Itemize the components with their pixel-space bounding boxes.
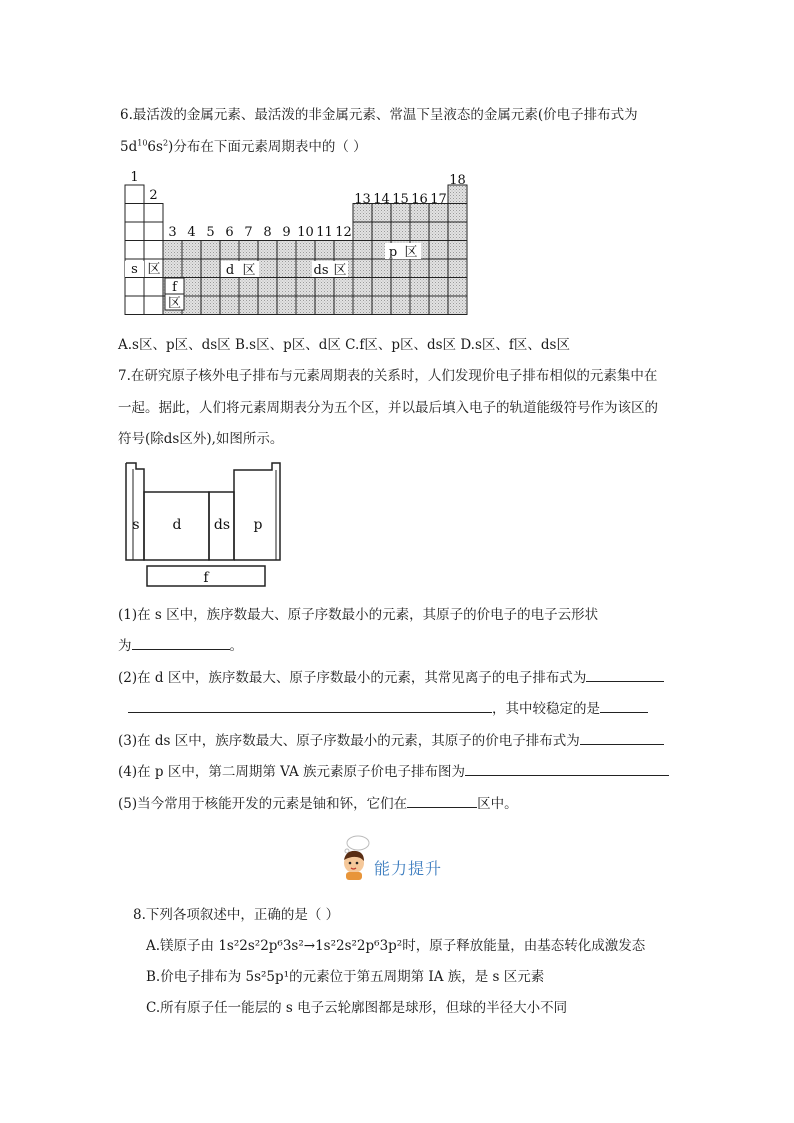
- p-block-label: p: [388, 245, 398, 260]
- f-block-qu: 区: [167, 296, 182, 311]
- answer-blank-2c[interactable]: [600, 698, 648, 713]
- answer-blank-2a[interactable]: [586, 667, 664, 682]
- q6-stem-line1: 6.最活泼的金属元素、最活泼的非金属元素、常温下呈液态的金属元素(价电子排布式为: [120, 107, 638, 123]
- p-region-outline: [234, 463, 280, 560]
- group-number-12: 12: [335, 225, 352, 240]
- group-number-9: 9: [282, 225, 291, 240]
- d-block-label: d: [225, 263, 235, 278]
- s-block-label: s: [131, 262, 138, 277]
- group-number-3: 3: [168, 225, 177, 240]
- p-block-qu: 区: [404, 245, 418, 260]
- q6-line2-pre: 5d: [120, 139, 138, 155]
- group-number-10: 10: [297, 225, 314, 240]
- answer-blank-5[interactable]: [407, 793, 477, 808]
- q8-option-a: A.镁原子由 1s²2s²2p⁶3s²→1s²2s²2p⁶3p²时，原子释放能量，由基态转化成激发态: [146, 938, 646, 954]
- q8-option-b: B.价电子排布为 5s²5p¹的元素位于第五周期第 IA 族，是 s 区元素: [146, 969, 545, 985]
- q7-sub3-line: [118, 729, 664, 749]
- fig2-f-label: f: [203, 570, 209, 586]
- group-number-11: 11: [316, 225, 333, 240]
- q7-sub2-text: (2)在 d 区中，族序数最大、原子序数最小的元素，其常见离子的电子排布式为: [118, 670, 587, 686]
- fig2-ds-label: ds: [213, 517, 231, 533]
- q7-sub1-line1: (1)在 s 区中，族序数最大、原子序数最小的元素，其原子的价电子的电子云形状: [118, 607, 599, 623]
- q7-sub4-line: [118, 760, 669, 780]
- answer-blank-1[interactable]: [132, 635, 230, 650]
- f-block-label: f: [172, 280, 177, 295]
- q6-line2-sup1: 10: [137, 138, 148, 148]
- q8-stem: 8.下列各项叙述中，正确的是（ ）: [133, 907, 340, 923]
- q7-sub4-text: (4)在 p 区中，第二周期第 VA 族元素原子价电子排布图为: [118, 764, 466, 780]
- group-number-15: 15: [392, 192, 409, 207]
- section-title: 能力提升: [374, 859, 443, 878]
- s-region-outline: [126, 463, 144, 560]
- group-number-6: 6: [225, 225, 234, 240]
- fig2-d-label: d: [172, 517, 182, 533]
- q7-sub2-line2: [128, 697, 648, 717]
- s-block-qu: 区: [147, 262, 161, 277]
- q7-sub2-stable: ，其中较稳定的是: [492, 701, 600, 717]
- q7-sub5-line: [118, 792, 518, 812]
- answer-blank-3[interactable]: [580, 730, 664, 745]
- ds-block-qu: 区: [333, 263, 347, 278]
- q6-line2-mid: 6s: [147, 139, 163, 155]
- q7-sub2-line1: [118, 666, 664, 686]
- q6-options: A.s区、p区、ds区 B.s区、p区、d区 C.f区、p区、ds区 D.s区、f区、ds区: [118, 337, 570, 353]
- q6-line2-sup2: 2: [162, 138, 169, 148]
- ds-block-label: ds: [313, 263, 329, 278]
- q7-sub5-text: (5)当今常用于核能开发的元素是铀和钚，它们在: [118, 796, 408, 812]
- q7-sub3-text: (3)在 ds 区中，族序数最大、原子序数最小的元素，其原子的价电子排布式为: [118, 733, 580, 749]
- group-number-17: 17: [430, 192, 447, 207]
- q7-stem-line2: 一起。据此，人们将元素周期表分为五个区，并以最后填入电子的轨道能级符号作为该区的: [118, 400, 658, 416]
- group-number-4: 4: [187, 225, 196, 240]
- group-number-1: 1: [130, 170, 139, 185]
- group-number-18: 18: [449, 173, 466, 188]
- fig2-p-label: p: [253, 517, 263, 533]
- q6-line2-post: )分布在下面元素周期表中的（ ）: [168, 139, 367, 155]
- group-number-5: 5: [206, 225, 215, 240]
- group-number-7: 7: [244, 225, 253, 240]
- d-block-qu: 区: [242, 263, 256, 278]
- group-number-8: 8: [263, 225, 272, 240]
- thinking-boy-icon: [338, 835, 378, 880]
- group-number-13: 13: [354, 192, 371, 207]
- q7-stem-line3: 符号(除ds区外),如图所示。: [118, 431, 284, 447]
- fig2-s-label: s: [132, 517, 140, 533]
- group-number-2: 2: [149, 188, 158, 203]
- answer-blank-4[interactable]: [465, 761, 669, 776]
- q7-sub1-end: 。: [229, 638, 243, 654]
- q7-sub5-end: 区中。: [477, 796, 518, 812]
- q7-stem-line1: 7.在研究原子核外电子排布与元素周期表的关系时，人们发现价电子排布相似的元素集中在: [118, 368, 658, 384]
- group-number-14: 14: [373, 192, 390, 207]
- q7-sub1-prefix: 为: [118, 638, 132, 654]
- group-number-16: 16: [411, 192, 428, 207]
- q7-sub1-line2: [118, 634, 243, 654]
- q8-option-c: C.所有原子任一能层的 s 电子云轮廓图都是球形，但球的半径大小不同: [146, 1000, 568, 1016]
- answer-blank-2b[interactable]: [128, 698, 492, 713]
